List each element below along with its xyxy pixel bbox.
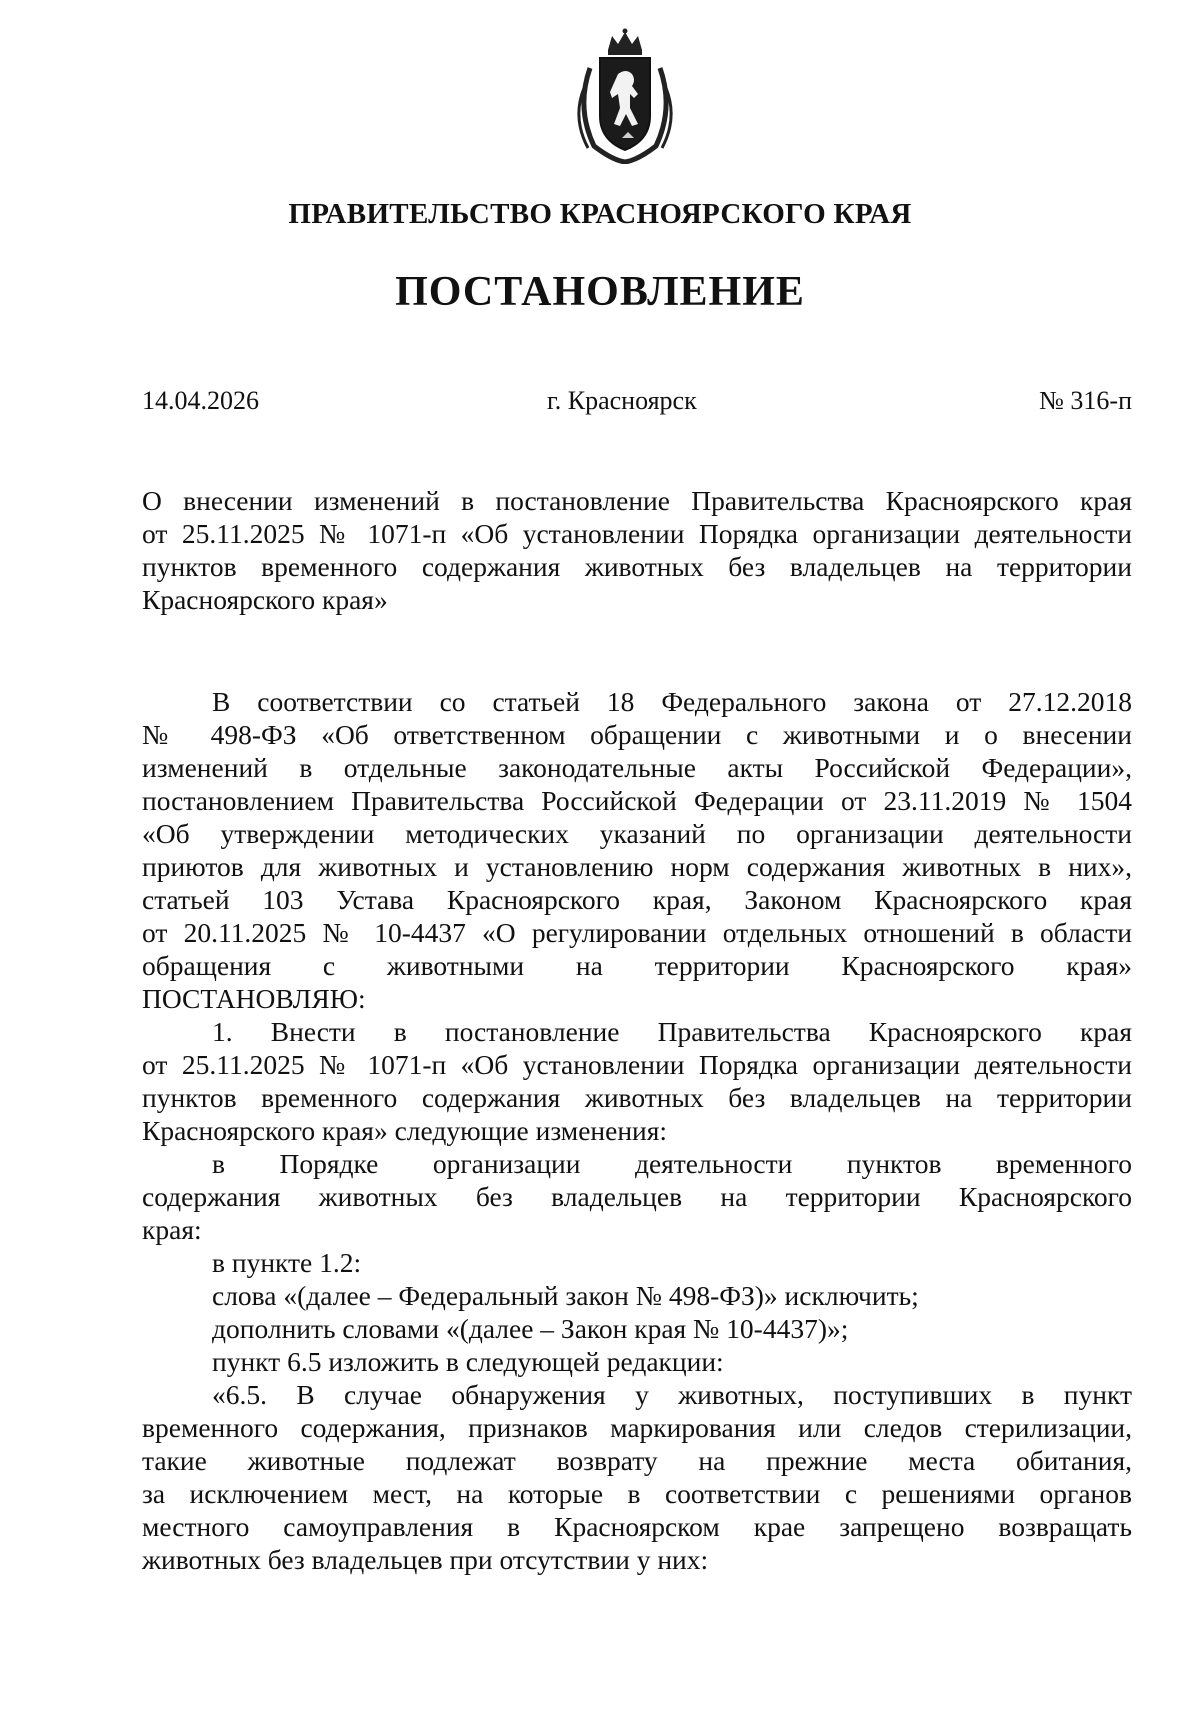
subject-line: пунктов временного содержания животных без владельцев на территории	[142, 551, 1132, 582]
preamble-line: В соответствии со статьей 18 Федерального закона от 27.12.2018	[212, 686, 1132, 717]
preamble-line: статьей 103 Устава Красноярского края, Законом Красноярского края	[142, 884, 1132, 915]
supplement-line: дополнить словами «(далее – Закон края № 10-4437)»;	[212, 1313, 849, 1344]
order-line: края:	[142, 1214, 202, 1245]
point-6-5-line: местного самоуправления в Красноярском крае запрещено возвращать	[142, 1511, 1132, 1542]
document-meta	[142, 386, 1132, 420]
preamble-line: изменений в отдельные законодательные акты Российской Федерации»,	[142, 752, 1132, 783]
point-6-5-intro-line: пункт 6.5 изложить в следующей редакции:	[212, 1346, 724, 1377]
document-date: 14.04.2026	[142, 386, 259, 415]
preamble-line: № 498-ФЗ «Об ответственном обращении с животными и о внесении	[142, 719, 1132, 750]
order-line: в Порядке организации деятельности пунктов временного	[212, 1148, 1132, 1179]
item-1-line: 1. Внести в постановление Правительства Красноярского края	[212, 1016, 1132, 1047]
document-type-title: ПОСТАНОВЛЕНИЕ	[395, 269, 805, 315]
words-exclude-line: слова «(далее – Федеральный закон № 498-ФЗ)» исключить;	[212, 1280, 919, 1311]
coat-of-arms-icon	[568, 28, 682, 164]
point-6-5-line: «6.5. В случае обнаружения у животных, поступивших в пункт	[212, 1379, 1132, 1410]
item-1-line: Красноярского края» следующие изменения:	[142, 1115, 668, 1146]
subject-line: О внесении изменений в постановление Правительства Красноярского края	[142, 485, 1132, 516]
document-number: № 316-п	[1039, 386, 1132, 415]
point-1-2-line: в пункте 1.2:	[212, 1247, 362, 1278]
resolve-word: ПОСТАНОВЛЯЮ:	[142, 983, 366, 1014]
document-city: г. Красноярск	[547, 386, 697, 415]
preamble-line: приютов для животных и установлению норм содержания животных в них»,	[142, 851, 1132, 882]
document-body	[142, 685, 1132, 1576]
preamble-line: постановлением Правительства Российской Федерации от 23.11.2019 № 1504	[142, 785, 1132, 816]
government-title: ПРАВИТЕЛЬСТВО КРАСНОЯРСКОГО КРАЯ	[288, 198, 912, 230]
preamble-line: обращения с животными на территории Красноярского края»	[142, 950, 1132, 981]
point-6-5-line: животных без владельцев при отсутствии у них:	[142, 1544, 709, 1575]
document-subject	[142, 484, 1132, 616]
preamble-line: от 20.11.2025 № 10-4437 «О регулировании отдельных отношений в области	[142, 917, 1132, 948]
subject-line: Красноярского края»	[142, 584, 388, 615]
preamble-line: «Об утверждении методических указаний по организации деятельности	[142, 818, 1132, 849]
item-1-line: от 25.11.2025 № 1071-п «Об установлении Порядка организации деятельности	[142, 1049, 1132, 1080]
point-6-5-line: такие животные подлежат возврату на прежние места обитания,	[142, 1445, 1132, 1476]
point-6-5-line: временного содержания, признаков маркирования или следов стерилизации,	[142, 1412, 1132, 1443]
order-line: содержания животных без владельцев на территории Красноярского	[142, 1181, 1132, 1212]
subject-line: от 25.11.2025 № 1071-п «Об установлении Порядка организации деятельности	[142, 518, 1132, 549]
item-1-line: пунктов временного содержания животных без владельцев на территории	[142, 1082, 1132, 1113]
point-6-5-line: за исключением мест, на которые в соответствии с решениями органов	[142, 1478, 1132, 1509]
